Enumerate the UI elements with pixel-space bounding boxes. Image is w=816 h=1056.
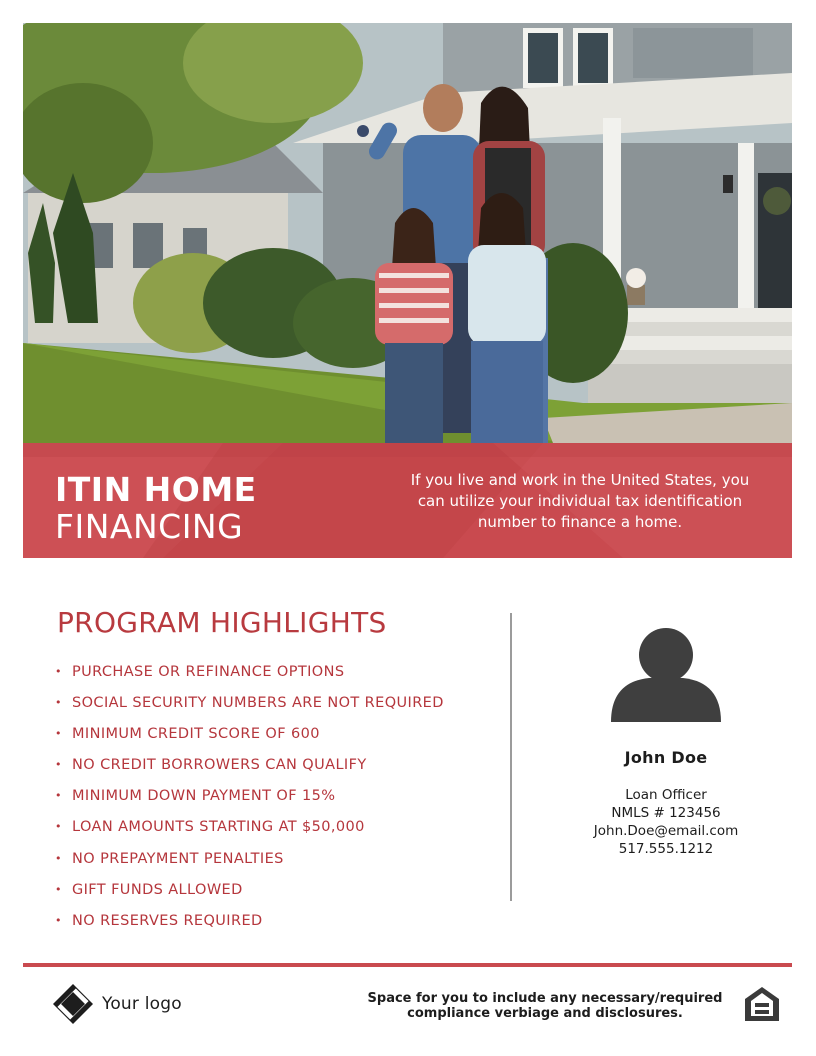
highlight-item: • NO PREPAYMENT PENALTIES bbox=[55, 847, 444, 878]
contact-details bbox=[560, 786, 772, 858]
compliance-disclosure: Space for you to include any necessary/required compliance verbiage and disclosures. bbox=[367, 991, 723, 1021]
highlights-title: PROGRAM HIGHLIGHTS bbox=[57, 606, 387, 639]
highlight-item: • NO RESERVES REQUIRED bbox=[55, 909, 444, 940]
equal-housing-icon bbox=[743, 985, 781, 1023]
banner-title-line1: ITIN HOME bbox=[55, 470, 257, 509]
contact-name: John Doe bbox=[624, 748, 708, 767]
highlight-item: • NO CREDIT BORROWERS CAN QUALIFY bbox=[55, 753, 444, 784]
footer-divider bbox=[23, 963, 792, 967]
highlights-list bbox=[55, 660, 444, 940]
banner-description: If you live and work in the United States, you can utilize your individual tax identification number to finance a home. bbox=[410, 471, 750, 531]
family-house-illustration bbox=[23, 23, 792, 443]
title-banner bbox=[23, 443, 792, 558]
vertical-divider bbox=[510, 613, 512, 901]
highlight-item: • MINIMUM DOWN PAYMENT OF 15% bbox=[55, 784, 444, 815]
banner-title-line2: FINANCING bbox=[55, 507, 244, 546]
highlight-item: • SOCIAL SECURITY NUMBERS ARE NOT REQUIRED bbox=[55, 691, 444, 722]
contact-phone[interactable]: 517.555.1212 bbox=[618, 841, 714, 857]
contact-email[interactable]: John.Doe@email.com bbox=[593, 823, 739, 839]
highlight-item: • GIFT FUNDS ALLOWED bbox=[55, 878, 444, 909]
logo-label: Your logo bbox=[102, 994, 182, 1014]
contact-title: Loan Officer bbox=[625, 787, 707, 803]
highlight-item: • LOAN AMOUNTS STARTING AT $50,000 bbox=[55, 815, 444, 846]
banner-title bbox=[55, 470, 257, 546]
highlight-item: • MINIMUM CREDIT SCORE OF 600 bbox=[55, 722, 444, 753]
contact-nmls: NMLS # 123456 bbox=[611, 805, 721, 821]
person-silhouette-icon bbox=[609, 628, 723, 724]
octagon-logo-icon bbox=[52, 983, 94, 1025]
highlight-item: • PURCHASE OR REFINANCE OPTIONS bbox=[55, 660, 444, 691]
hero-photo bbox=[23, 23, 792, 443]
